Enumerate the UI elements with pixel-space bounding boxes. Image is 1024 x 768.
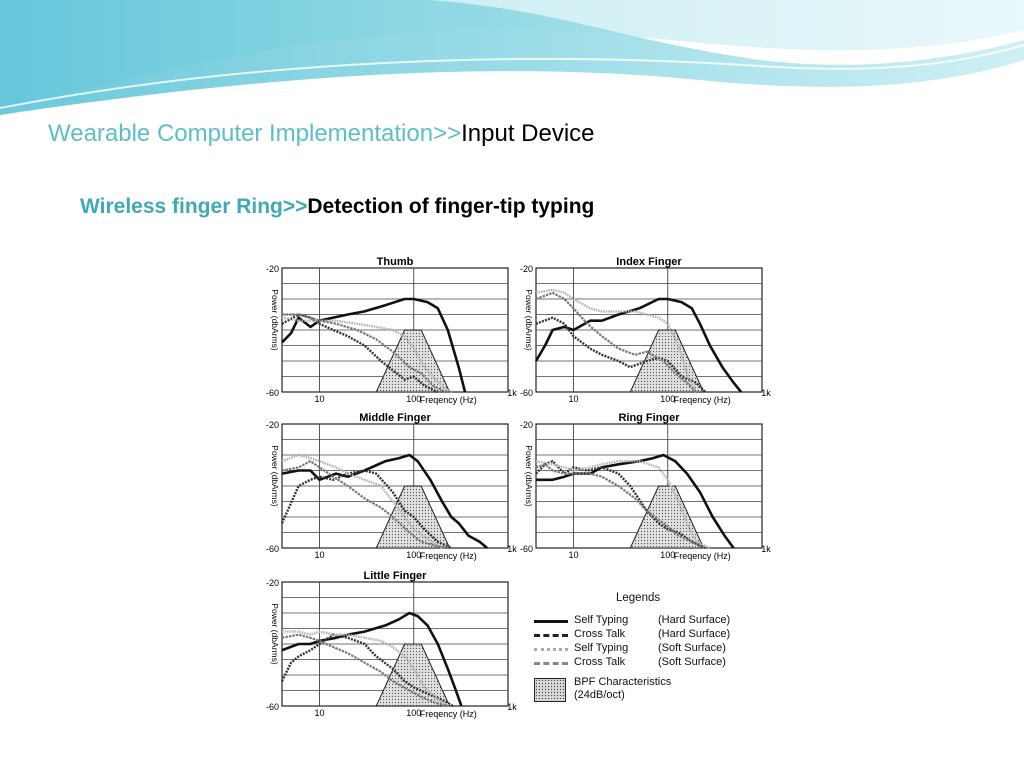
legend-label: Cross Talk (574, 628, 626, 640)
chart-title: Little Finger (363, 570, 427, 582)
legend-entry-cross-soft (534, 656, 766, 670)
x-tick-label: 100 (406, 394, 422, 404)
x-tick-label: 1k (761, 544, 771, 554)
legend-surface: (Soft Surface) (658, 656, 726, 668)
y-tick-label: -20 (519, 264, 533, 274)
x-axis-label: Freqency (Hz) (419, 551, 477, 561)
legend-title: Legends (616, 592, 661, 604)
subheading-prefix: Wireless finger Ring>> (80, 195, 308, 218)
chart-panel (266, 256, 517, 405)
x-tick-label: 100 (660, 394, 676, 404)
y-axis-label: Power (dbArms) (270, 445, 280, 507)
chart-title: Thumb (376, 256, 414, 268)
y-tick-label: -20 (519, 420, 533, 430)
legend-surface: (Hard Surface) (658, 614, 731, 626)
x-tick-label: 10 (568, 394, 579, 404)
legend-label: Cross Talk (574, 656, 626, 668)
heading-main: Input Device (461, 120, 595, 147)
x-axis-label: Freqency (Hz) (673, 551, 731, 561)
x-tick-label: 1k (507, 544, 517, 554)
legend-entry-cross-hard (534, 628, 766, 642)
legend-entry-self-soft (534, 642, 766, 656)
legend-surface: (Soft Surface) (658, 642, 726, 654)
legend-panel (530, 588, 766, 708)
y-tick-label: -60 (265, 544, 279, 554)
legend-swatch-hatched-light (534, 648, 568, 651)
chart-title: Index Finger (616, 256, 682, 268)
legend-swatch-hatched-grey (534, 662, 568, 665)
legend-bpf-line2: (24dB/oct) (574, 689, 625, 701)
chart-title: Middle Finger (359, 412, 431, 424)
y-tick-label: -60 (265, 702, 279, 712)
legend-label: Self Typing (574, 642, 629, 654)
x-tick-label: 10 (314, 394, 325, 404)
legend-label: Self Typing (574, 614, 629, 626)
chart-panel (266, 570, 517, 719)
legend-entry-self-hard (534, 614, 766, 628)
chart-panel (520, 256, 771, 405)
slide-subheading (80, 195, 594, 219)
x-tick-label: 100 (660, 550, 676, 560)
x-tick-label: 10 (314, 550, 325, 560)
x-tick-label: 1k (507, 388, 517, 398)
y-axis-label: Power (dbArms) (270, 289, 280, 351)
x-axis-label: Freqency (Hz) (673, 395, 731, 405)
legend-bpf-text (574, 676, 671, 702)
legend-bpf-swatch (534, 678, 566, 702)
legend-swatch-hatched-dark (534, 634, 568, 637)
chart-panel (266, 412, 517, 561)
y-axis-label: Power (dbArms) (524, 445, 534, 507)
y-tick-label: -20 (265, 264, 279, 274)
y-tick-label: -20 (265, 420, 279, 430)
x-axis-label: Freqency (Hz) (419, 709, 477, 719)
x-tick-label: 1k (507, 702, 517, 712)
subheading-main: Detection of finger-tip typing (307, 195, 595, 218)
x-tick-label: 100 (406, 708, 422, 718)
y-axis-label: Power (dbArms) (270, 603, 280, 665)
y-tick-label: -60 (519, 388, 533, 398)
slide-heading (48, 120, 595, 148)
y-tick-label: -20 (265, 578, 279, 588)
y-axis-label: Power (dbArms) (524, 289, 534, 351)
heading-prefix: Wearable Computer Implementation>> (48, 120, 462, 147)
y-tick-label: -60 (265, 388, 279, 398)
y-tick-label: -60 (519, 544, 533, 554)
chart-title: Ring Finger (618, 412, 680, 424)
legend-bpf-line1: BPF Characteristics (574, 676, 672, 688)
legend-surface: (Hard Surface) (658, 628, 731, 640)
x-tick-label: 10 (568, 550, 579, 560)
legend-swatch-solid (534, 620, 568, 623)
x-tick-label: 10 (314, 708, 325, 718)
x-tick-label: 100 (406, 550, 422, 560)
chart-panel (520, 412, 771, 561)
x-tick-label: 1k (761, 388, 771, 398)
x-axis-label: Freqency (Hz) (419, 395, 477, 405)
